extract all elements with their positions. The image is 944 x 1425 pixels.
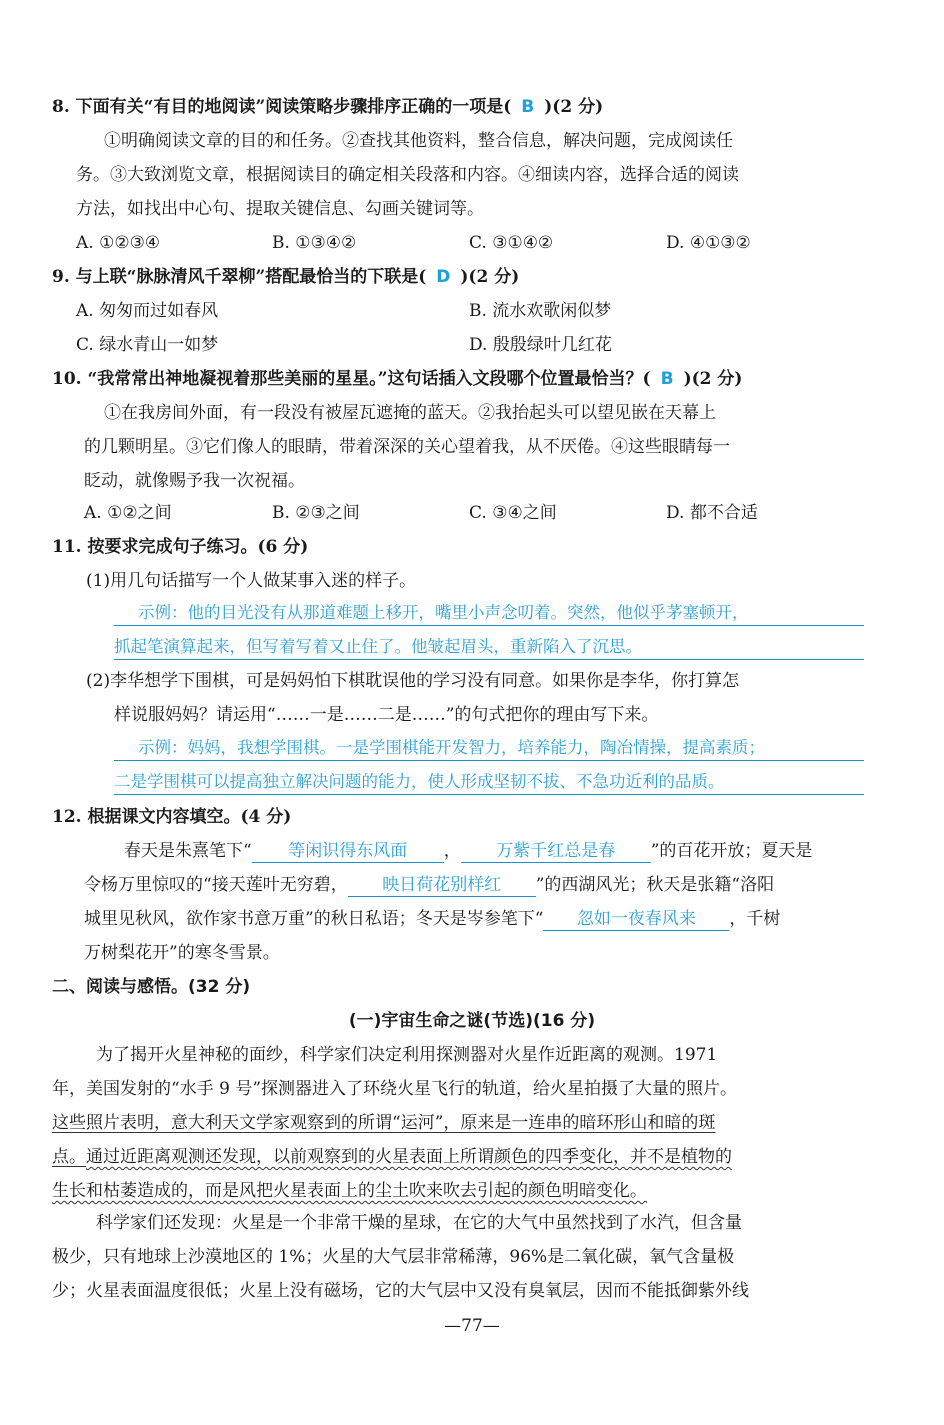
q11-answer1-line-1: 示例：他的目光没有从那道难题上移开，嘴里小声念叨着。突然，他似乎茅塞顿开， (138, 603, 749, 622)
q10-score: )(2 分) (683, 369, 743, 389)
q12-line-2 (84, 874, 774, 897)
page-number: —77— (444, 1316, 500, 1336)
q10-para-line-1: ①在我房间外面，有一段没有被屋瓦遮掩的蓝天。②我抬起头可以望见嵌在天幕上 (104, 403, 716, 423)
q12-text: ”的西湖风光；秋天是张籍“洛阳 (535, 875, 775, 895)
reading-p1-line-4 (52, 1146, 732, 1168)
answer-underline (114, 760, 864, 761)
q11-sub1: (1)用几句话描写一个人做某事入迷的样子。 (86, 571, 417, 591)
q12-stem: 12. 根据课文内容填空。(4 分) (52, 807, 292, 827)
q9-answer: D (436, 267, 451, 287)
q11-stem: 11. 按要求完成句子练习。(6 分) (52, 537, 309, 557)
reading-p2-line-3: 少；火星表面温度很低；火星上没有磁场，它的大气层中又没有臭氧层，因而不能抵御紫外线 (52, 1281, 749, 1301)
section-heading: 二、阅读与感悟。(32 分) (52, 977, 251, 997)
q8-para-line-2: 务。③大致浏览文章，根据阅读目的确定相关段落和内容。④细读内容，选择合适的阅读 (76, 165, 739, 185)
wavy-underlined-sentence: 生长和枯萎造成的，而是风把火星表面上的尘土吹来吹去引起的颜色明暗变化。 (52, 1181, 647, 1201)
q12-line-4: 万树梨花开”的寒冬雪景。 (84, 943, 280, 963)
q9-stem-text: 9. 与上联“脉脉清风千翠柳”搭配最恰当的下联是( (52, 267, 427, 287)
q10-option-a[interactable]: A. ①②之间 (84, 503, 172, 523)
q9-score: )(2 分) (460, 267, 520, 287)
q11-answer2-line-2: 二是学围棋可以提高独立解决问题的能力，使人形成坚韧不拔、不急功近利的品质。 (114, 772, 725, 791)
q12-line-3 (84, 908, 780, 931)
q8-answer: B (521, 97, 535, 117)
reading-p2-line-1: 科学家们还发现：火星是一个非常干燥的星球，在它的大气中虽然找到了水汽，但含量 (96, 1213, 742, 1233)
q12-text: 春天是朱熹笔下“ (124, 841, 252, 861)
q8-option-c[interactable]: C. ③①④② (469, 233, 554, 253)
q8-para-line-1: ①明确阅读文章的目的和任务。②查找其他资料，整合信息，解决问题，完成阅读任 (104, 131, 733, 151)
q10-option-b[interactable]: B. ②③之间 (272, 503, 360, 523)
reading-p1-line-5 (52, 1180, 647, 1202)
answer-underline (114, 625, 864, 626)
q12-blank-3[interactable]: 映日荷花别样红 (348, 874, 536, 897)
q8-option-a[interactable]: A. ①②③④ (76, 233, 161, 253)
q12-blank-4[interactable]: 忽如一夜春风来 (543, 908, 729, 931)
q11-answer1-line-2: 抓起笔演算起来，但写着写着又止住了。他皱起眉头，重新陷入了沉思。 (114, 637, 642, 656)
q10-stem (52, 368, 742, 390)
q8-score: )(2 分) (544, 97, 604, 117)
q8-stem-text: 8. 下面有关“有目的地阅读”阅读策略步骤排序正确的一项是( (52, 97, 512, 117)
q12-blank-1[interactable]: 等闲识得东风面 (252, 840, 444, 863)
q12-text: ，千树 (729, 909, 781, 929)
reading-p1-line-1: 为了揭开火星神秘的面纱，科学家们决定利用探测器对火星作近距离的观测。1971 (96, 1045, 718, 1065)
answer-underline (114, 659, 864, 660)
q10-answer: B (660, 369, 674, 389)
q10-option-d[interactable]: D. 都不合适 (666, 503, 758, 523)
q8-para-line-3: 方法，如找出中心句、提取关键信息、勾画关键词等。 (76, 199, 484, 219)
reading-title: (一)宇宙生命之谜(节选)(16 分) (348, 1011, 596, 1031)
q8-stem (52, 96, 603, 118)
q8-option-b[interactable]: B. ①③④② (272, 233, 357, 253)
q12-text: ”的百花开放；夏天是 (650, 841, 813, 861)
q12-text: 城里见秋风，欲作家书意万重”的秋日私语；冬天是岑参笔下“ (84, 909, 544, 929)
q9-stem (52, 266, 519, 288)
wavy-underlined-sentence: 通过近距离观测还发现，以前观察到的火星表面上所谓颜色的四季变化，并不是植物的 (86, 1147, 732, 1167)
underlined-sentence-end: 点。 (52, 1147, 86, 1167)
q10-stem-text: 10. “我常常出神地凝视着那些美丽的星星。”这句话插入文段哪个位置最恰当？( (52, 369, 651, 389)
q12-text: 令杨万里惊叹的“接天莲叶无穷碧， (84, 875, 348, 895)
q10-option-c[interactable]: C. ③④之间 (469, 503, 557, 523)
q12-blank-2[interactable]: 万紫千红总是春 (461, 840, 651, 863)
q9-option-a[interactable]: A. 匆匆而过如春风 (76, 301, 219, 321)
reading-p1-line-3: 这些照片表明，意大利天文学家观察到的所谓“运河”，原来是一连串的暗环形山和暗的斑 (52, 1113, 716, 1133)
q10-para-line-3: 眨动，就像赐予我一次祝福。 (84, 471, 305, 491)
q9-option-c[interactable]: C. 绿水青山一如梦 (76, 335, 219, 355)
q11-answer2-line-1: 示例：妈妈，我想学围棋。一是学围棋能开发智力，培养能力，陶冶情操，提高素质； (138, 738, 765, 757)
q9-option-b[interactable]: B. 流水欢歌闲似梦 (469, 301, 612, 321)
q8-option-d[interactable]: D. ④①③② (666, 233, 751, 253)
answer-underline (114, 794, 864, 795)
q12-line-1 (124, 840, 812, 863)
reading-p2-line-2: 极少，只有地球上沙漠地区的 1%；火星的大气层非常稀薄，96%是二氧化碳，氧气含量极 (52, 1247, 735, 1267)
q12-text: ， (443, 841, 461, 861)
reading-p1-line-2: 年，美国发射的“水手 9 号”探测器进入了环绕火星飞行的轨道，给火星拍摄了大量的照片。 (52, 1079, 738, 1099)
q11-sub2-line-2: 样说服妈妈？请运用“……一是……二是……”的句式把你的理由写下来。 (114, 705, 659, 725)
q9-option-d[interactable]: D. 殷殷绿叶几红花 (469, 335, 612, 355)
q10-para-line-2: 的几颗明星。③它们像人的眼睛，带着深深的关心望着我，从不厌倦。④这些眼睛每一 (84, 437, 730, 457)
q11-sub2-line-1: (2)李华想学下围棋，可是妈妈怕下棋耽误他的学习没有同意。如果你是李华，你打算怎 (86, 671, 740, 691)
